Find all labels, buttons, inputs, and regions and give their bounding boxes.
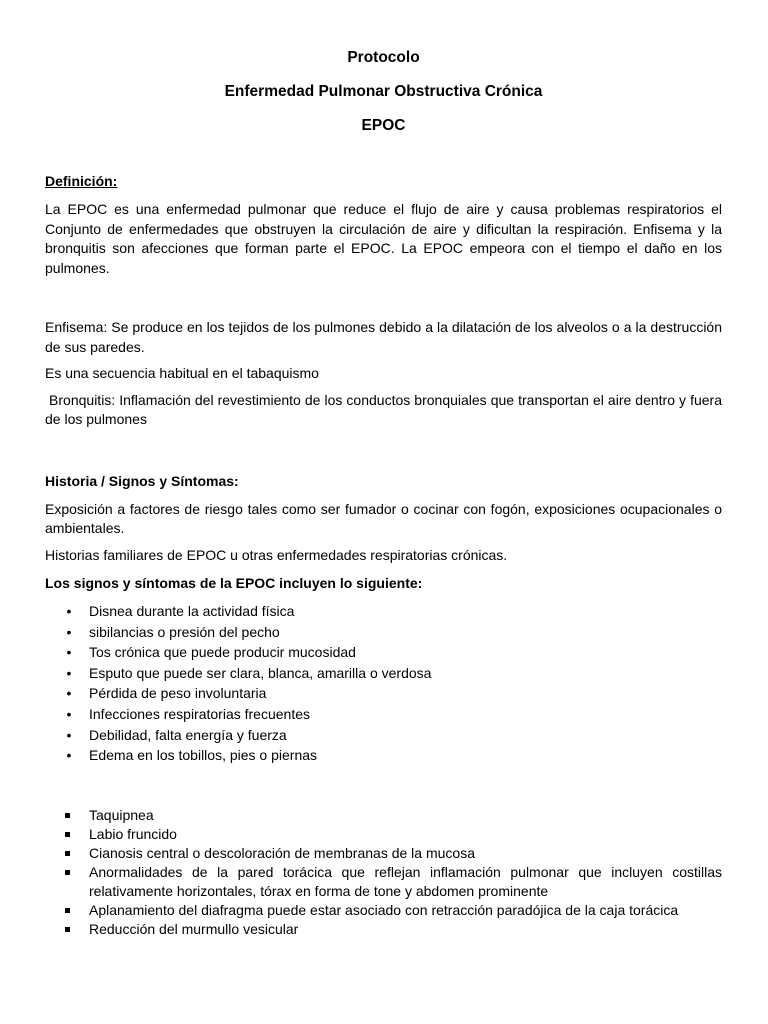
list-item: Labio fruncido — [45, 825, 722, 844]
list-item: • Esputo que puede ser clara, blanca, amarilla o verdosa — [45, 663, 722, 684]
list-item: • Disnea durante la actividad física — [45, 601, 722, 622]
bullet-icon: • — [66, 623, 72, 640]
paragraph-enfisema: Enfisema: Se produce en los tejidos de los pulmones debido a la dilatación de los alveolos o a la destrucción de sus paredes. — [45, 319, 722, 355]
list-item: • Pérdida de peso involuntaria — [45, 683, 722, 704]
square-bullet-icon — [65, 908, 70, 913]
square-bullet-icon — [65, 813, 70, 818]
heading-historia: Historia / Signos y Síntomas: — [45, 472, 239, 489]
title-enfermedad: Enfermedad Pulmonar Obstructiva Crónica — [224, 83, 543, 100]
square-bullet-icon — [65, 832, 70, 837]
list-item: • Tos crónica que puede producir mucosidad — [45, 642, 722, 663]
square-bullet-icon — [65, 851, 70, 856]
list-item: Taquipnea — [45, 806, 722, 825]
paragraph-exposicion: Exposición a factores de riesgo tales como ser fumador o cocinar con fogón, exposiciones ocupacionales o ambientales. — [45, 500, 722, 536]
bullet-icon: • — [66, 726, 72, 743]
title-epoc: EPOC — [361, 117, 406, 134]
bullet-icon: • — [66, 603, 72, 619]
bullet-icon: • — [66, 747, 72, 764]
heading-signos: Los signos y síntomas de la EPOC incluyen lo siguiente: — [45, 575, 423, 591]
bullet-icon: • — [66, 664, 72, 681]
paragraph-bronquitis: Bronquitis: Inflamación del revestimiento de los conductos bronquiales que transportan el aire dentro y fuera de los pulmones — [45, 391, 726, 427]
square-bullet-icon — [65, 927, 70, 932]
list-item: • Edema en los tobillos, pies o piernas — [45, 745, 722, 766]
document-page — [45, 46, 726, 939]
square-bullet-icon — [65, 870, 70, 875]
list-item: Anormalidades de la pared torácica que reflejan inflamación pulmonar que incluyen costillas relativamente horizontales, tórax en forma de tone y abdomen prominente — [45, 863, 722, 901]
paragraph-historias-familiares: Historias familiares de EPOC u otras enfermedades respiratorias crónicas. — [45, 546, 508, 563]
bullet-icon: • — [66, 705, 72, 722]
list-item: • Debilidad, falta energía y fuerza — [45, 725, 722, 746]
list-item: • sibilancias o presión del pecho — [45, 622, 722, 643]
title-protocolo: Protocolo — [347, 49, 420, 66]
bullet-icon: • — [66, 685, 72, 702]
signs-list — [45, 601, 722, 766]
bullet-icon: • — [66, 644, 72, 661]
list-item: Cianosis central o descoloración de membranas de la mucosa — [45, 844, 722, 863]
list-item: • Infecciones respiratorias frecuentes — [45, 704, 722, 725]
paragraph-definicion: La EPOC es una enfermedad pulmonar que reduce el flujo de aire y causa problemas respiratorios el Conjunto de enfermedades que obstruyen la circulación de aire y dificultan la respiración. Enfisema y la bronquitis son afecciones que forman parte el EPOC. La EPOC empeora con el tiempo el daño en los pulmones. — [45, 201, 722, 276]
paragraph-tabaquismo: Es una secuencia habitual en el tabaquismo — [45, 365, 319, 381]
findings-list — [45, 806, 722, 939]
list-item: Reducción del murmullo vesicular — [45, 920, 722, 939]
list-item: Aplanamiento del diafragma puede estar asociado con retracción paradójica de la caja torácica — [45, 901, 722, 920]
heading-definicion: Definición: — [45, 173, 118, 189]
